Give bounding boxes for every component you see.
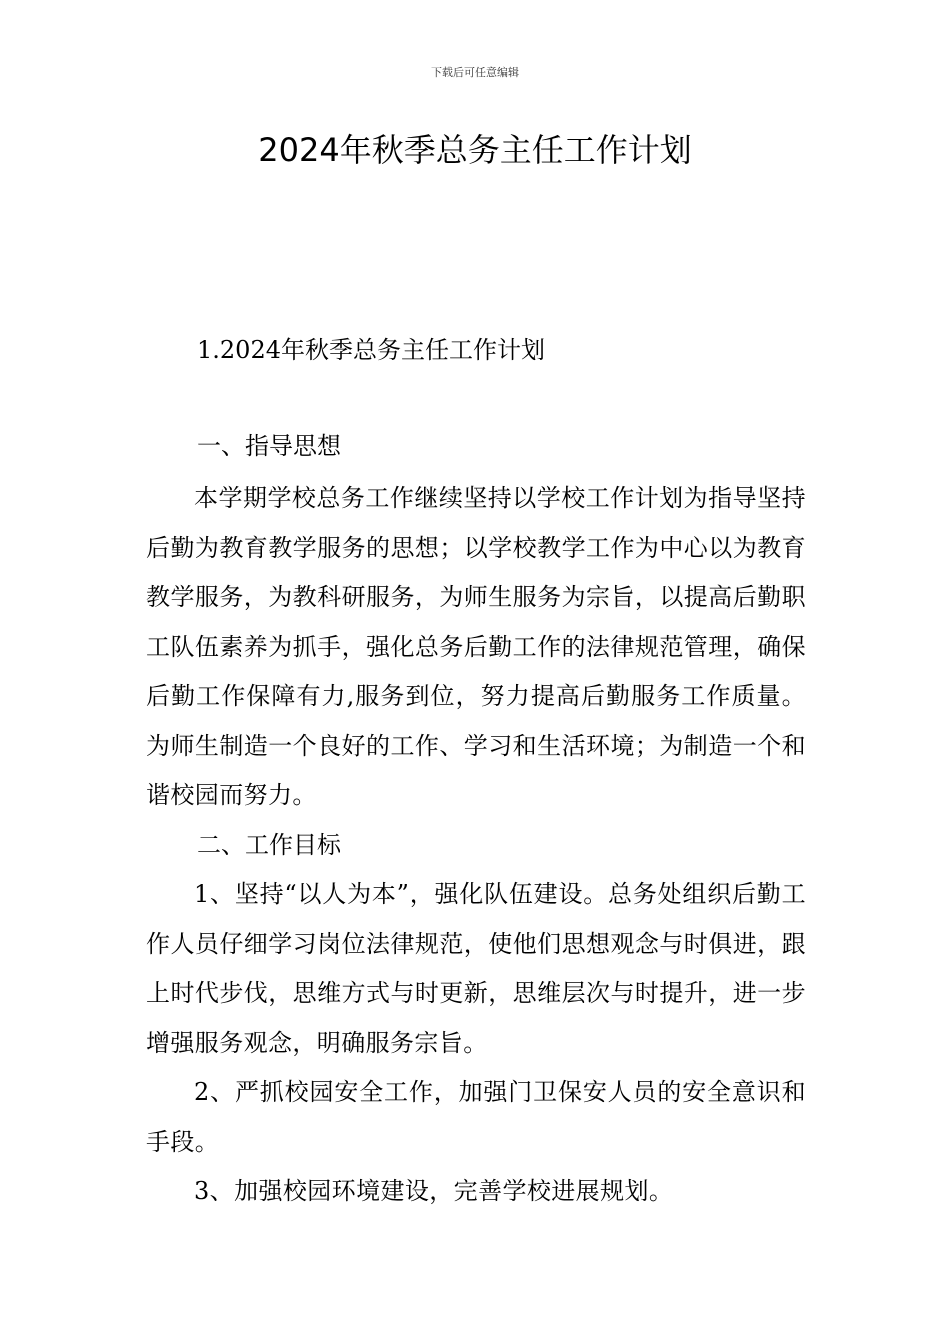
- paragraph-guiding-thought: 本学期学校总务工作继续坚持以学校工作计划为指导坚持后勤为教育教学服务的思想；以学校教学工作为中心以为教育教学服务，为教科研服务，为师生服务为宗旨，以提高后勤职工队伍素养为抓手，强化总务后勤工作的法律规范管理，确保后勤工作保障有力,服务到位，努力提高后勤服务工作质量。为师生制造一个良好的工作、学习和生活环境；为制造一个和谐校园而努力。: [146, 484, 806, 809]
- paragraph-goal-2: 2、严抓校园安全工作，加强门卫保安人员的安全意识和手段。: [146, 1078, 806, 1156]
- heading-work-goals: 二、工作目标: [197, 831, 341, 859]
- page-header-note: 下载后可任意编辑: [431, 66, 519, 79]
- document-title: 2024年秋季总务主任工作计划: [258, 131, 692, 169]
- section-title: 1.2024年秋季总务主任工作计划: [197, 336, 545, 364]
- paragraph-goal-1: 1、坚持“以人为本”，强化队伍建设。总务处组织后勤工作人员仔细学习岗位法律规范，使他们思想观念与时俱进，跟上时代步伐，思维方式与时更新，思维层次与时提升，进一步增强服务观念，明确服务宗旨。: [146, 880, 806, 1057]
- paragraph-goal-3: 3、加强校园环境建设，完善学校进展规划。: [194, 1177, 674, 1205]
- heading-guiding-thought: 一、指导思想: [197, 432, 341, 460]
